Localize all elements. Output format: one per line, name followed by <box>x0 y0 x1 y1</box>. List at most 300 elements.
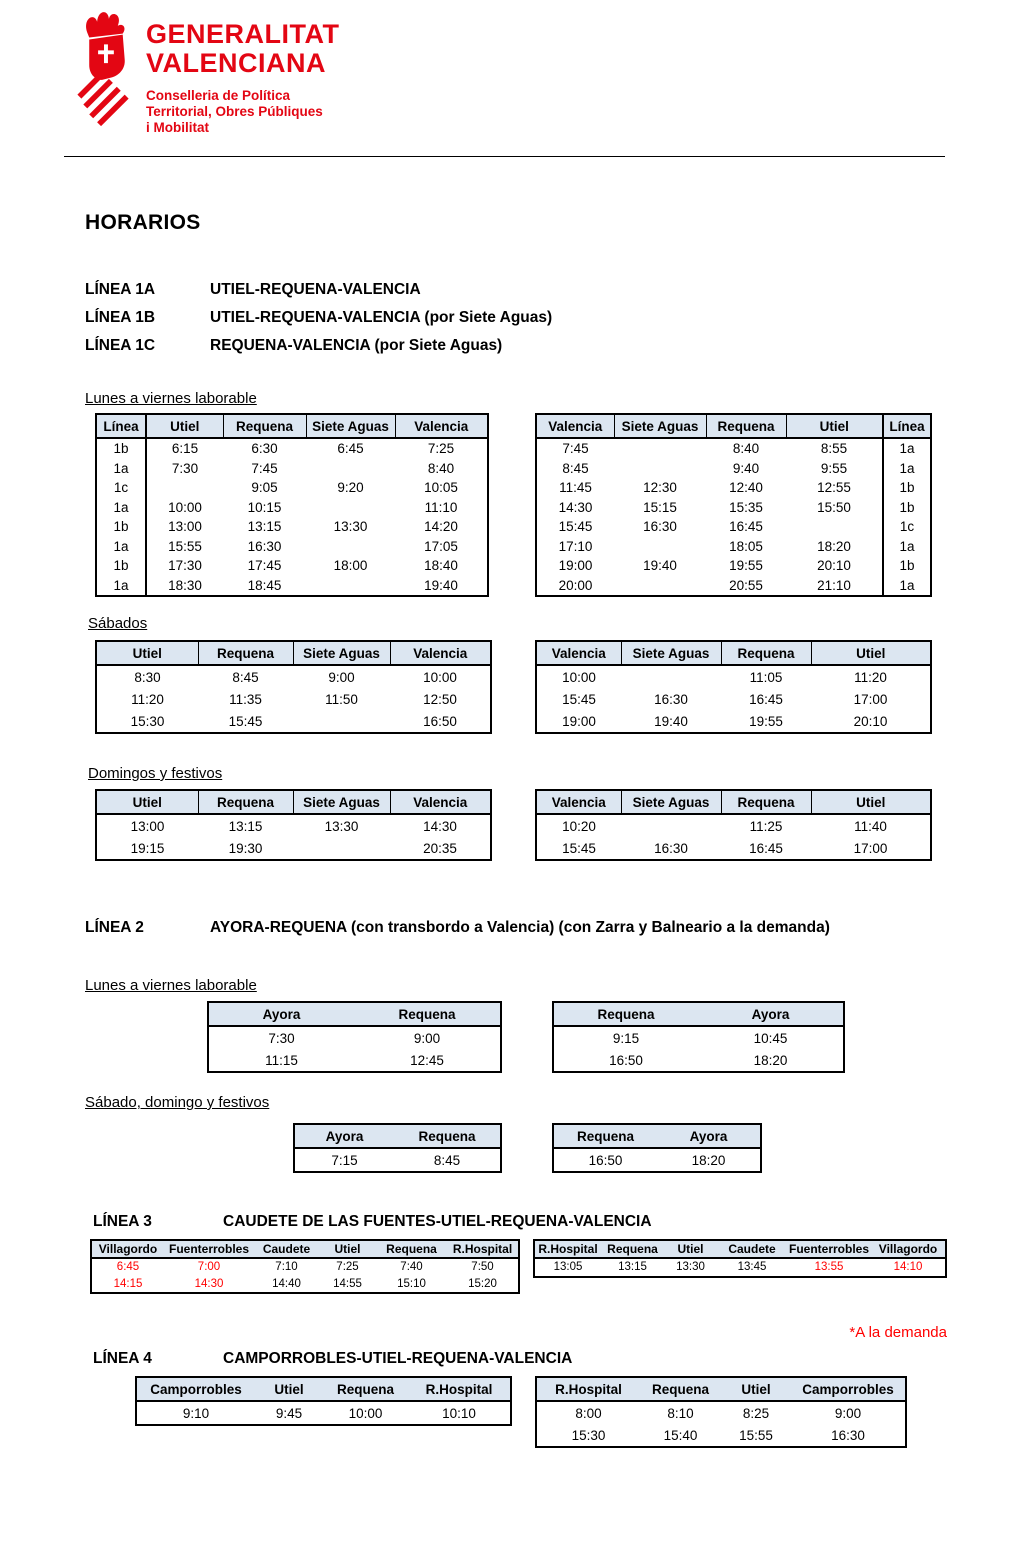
time-cell: 11:40 <box>854 818 887 834</box>
column-header: Villagordo <box>871 1240 946 1258</box>
time-cell: 18:05 <box>729 538 763 554</box>
linea2-weekday-outbound-table <box>207 1001 502 1073</box>
column-header: Caudete <box>717 1240 787 1258</box>
column-header: Requena <box>640 1377 721 1401</box>
linea3-return-table <box>533 1239 947 1278</box>
time-cell: 8:30 <box>134 669 161 685</box>
linea2-weekend-return-table <box>552 1123 762 1173</box>
time-cell: 1a <box>883 576 931 597</box>
time-cell: 12:55 <box>786 478 883 498</box>
linea2-weekend-heading: Sábado, domingo y festivos <box>85 1094 270 1111</box>
time-cell: 13:45 <box>737 1261 767 1274</box>
time-cell <box>146 478 223 498</box>
time-cell: 10:10 <box>442 1405 476 1421</box>
column-header: Requena <box>553 1124 657 1148</box>
schedule-row <box>96 537 488 557</box>
time-cell: 11:10 <box>424 499 458 515</box>
time-cell: 9:00 <box>328 669 355 685</box>
column-header: Valencia <box>390 790 491 814</box>
schedule-row <box>96 814 491 837</box>
linea2-label: LÍNEA 2 <box>85 919 144 936</box>
time-cell: 20:55 <box>729 577 763 593</box>
time-cell: 18:45 <box>247 577 282 593</box>
schedule-row <box>96 837 491 860</box>
linea1c-label: LÍNEA 1C <box>85 337 156 354</box>
schedule-row <box>96 576 488 597</box>
linea1-weekday-outbound-table-grid <box>95 413 489 597</box>
column-header: Valencia <box>536 414 614 438</box>
column-header: Requena <box>721 790 811 814</box>
linea4-heading <box>93 1350 572 1368</box>
time-cell: 19:40 <box>424 577 458 593</box>
schedule-row <box>96 478 488 498</box>
time-cell: 15:20 <box>468 1277 497 1290</box>
linea1-sunday-return-table <box>535 789 932 861</box>
time-cell: 7:50 <box>471 1261 494 1274</box>
column-header: Valencia <box>395 414 488 438</box>
time-cell: 16:30 <box>654 691 688 707</box>
time-cell <box>293 710 390 733</box>
schedule-row <box>536 459 931 479</box>
time-cell: 7:30 <box>268 1030 295 1046</box>
time-cell: 13:30 <box>676 1261 705 1274</box>
column-header: Ayora <box>657 1124 761 1148</box>
time-cell: 20:35 <box>423 840 457 856</box>
linea1-sunday-return-table-grid <box>535 789 932 861</box>
column-header: Valencia <box>536 641 621 665</box>
time-cell: 8:45 <box>232 669 259 685</box>
time-cell: 16:30 <box>831 1427 865 1443</box>
column-header: Utiel <box>786 414 883 438</box>
linea1-weekday-outbound-table <box>95 413 489 597</box>
time-cell: 8:55 <box>786 438 883 459</box>
dept-line1: Conselleria de Política <box>146 88 291 103</box>
linea3-outbound-table-grid <box>90 1239 520 1294</box>
time-cell: 19:00 <box>558 558 593 574</box>
time-cell: 20:00 <box>558 577 593 593</box>
schedule-row <box>91 1276 519 1294</box>
gva-logo <box>74 8 340 136</box>
schedule-row <box>536 837 931 860</box>
linea3-heading <box>93 1213 652 1231</box>
time-cell: 9:55 <box>786 459 883 479</box>
column-header: Utiel <box>96 641 198 665</box>
time-cell: 18:30 <box>168 577 202 593</box>
column-header: Siete Aguas <box>621 641 721 665</box>
dept-line3: i Mobilitat <box>146 120 209 135</box>
column-header: Valencia <box>536 790 621 814</box>
time-cell: 7:25 <box>427 441 455 457</box>
time-cell: 8:10 <box>667 1405 694 1421</box>
time-cell: 18:00 <box>333 558 368 574</box>
column-header: Siete Aguas <box>614 414 706 438</box>
time-cell: 1a <box>899 441 915 457</box>
column-header: Utiel <box>255 1377 323 1401</box>
time-cell: 14:20 <box>424 519 458 535</box>
time-cell: 12:30 <box>643 480 677 496</box>
time-cell: 14:15 <box>113 1277 143 1290</box>
linea1a-route: UTIEL-REQUENA-VALENCIA <box>210 281 421 298</box>
time-cell: 6:30 <box>251 441 278 457</box>
time-cell: 8:00 <box>575 1405 602 1421</box>
linea1-saturday-return-table-grid <box>535 640 932 734</box>
schedule-row <box>536 478 931 498</box>
time-cell: 1b <box>883 498 931 518</box>
time-cell: 13:15 <box>618 1261 647 1274</box>
column-header: Requena <box>553 1002 698 1026</box>
time-cell: 15:45 <box>562 840 596 856</box>
time-cell: 1b <box>96 438 146 459</box>
linea2-weekend-outbound-table <box>293 1123 502 1173</box>
linea1-route-list <box>85 280 552 356</box>
time-cell: 13:30 <box>333 519 368 535</box>
time-cell: 8:45 <box>562 460 589 476</box>
linea2-heading <box>85 919 830 937</box>
time-cell: 15:15 <box>643 499 677 515</box>
column-header: Requena <box>376 1240 447 1258</box>
schedule-row <box>96 438 488 459</box>
time-cell: 6:45 <box>116 1261 140 1274</box>
column-header: Camporrobles <box>791 1377 906 1401</box>
time-cell: 18:20 <box>753 1052 788 1068</box>
linea1-saturday-heading: Sábados <box>88 615 148 632</box>
column-header: Requena <box>223 414 306 438</box>
column-header: Requena <box>323 1377 408 1401</box>
column-header: R.Hospital <box>447 1240 519 1258</box>
linea3-route: CAUDETE DE LAS FUENTES-UTIEL-REQUENA-VALENCIA <box>223 1213 652 1230</box>
time-cell: 14:30 <box>423 818 457 834</box>
column-header: Ayora <box>294 1124 394 1148</box>
time-cell: 6:45 <box>337 441 364 457</box>
time-cell: 12:50 <box>423 691 457 707</box>
linea1a-label: LÍNEA 1A <box>85 281 156 298</box>
time-cell <box>306 537 395 557</box>
time-cell: 9:00 <box>834 1405 862 1421</box>
schedule-row <box>553 1026 844 1049</box>
time-cell: 9:20 <box>337 480 364 496</box>
time-cell: 15:10 <box>397 1277 426 1290</box>
time-cell: 19:40 <box>643 558 677 574</box>
time-cell: 14:30 <box>558 499 593 515</box>
gva-coat-of-arms-icon <box>74 8 134 136</box>
time-cell: 18:20 <box>786 537 883 557</box>
time-cell: 17:00 <box>853 840 888 856</box>
schedule-row <box>96 517 488 537</box>
schedule-row <box>536 814 931 837</box>
linea1c-route: REQUENA-VALENCIA (por Siete Aguas) <box>210 337 503 354</box>
time-cell: 7:45 <box>251 460 278 476</box>
column-header: Utiel <box>319 1240 376 1258</box>
time-cell: 16:45 <box>749 691 783 707</box>
time-cell <box>306 498 395 518</box>
time-cell: 14:30 <box>194 1277 224 1290</box>
time-cell: 13:55 <box>814 1261 844 1274</box>
time-cell: 19:30 <box>228 840 263 856</box>
linea2-weekday-return-table <box>552 1001 845 1073</box>
time-cell: 7:15 <box>331 1152 358 1168</box>
linea1-sunday-outbound-table-grid <box>95 789 492 861</box>
linea3-return-table-grid <box>533 1239 947 1278</box>
schedule-row <box>96 665 491 688</box>
time-cell: 15:30 <box>130 713 165 729</box>
column-header: Valencia <box>390 641 491 665</box>
linea1-weekday-return-table-grid <box>535 413 932 597</box>
column-header: R.Hospital <box>534 1240 601 1258</box>
time-cell: 10:20 <box>562 818 596 834</box>
time-cell: 10:05 <box>424 480 458 496</box>
column-header: Requena <box>198 790 293 814</box>
schedule-row <box>536 1424 906 1447</box>
time-cell: 11:20 <box>854 669 887 685</box>
column-header: Requena <box>721 641 811 665</box>
time-cell: 11:35 <box>229 691 262 707</box>
time-cell: 15:45 <box>558 519 593 535</box>
time-cell: 19:55 <box>749 713 783 729</box>
column-header: Ayora <box>698 1002 844 1026</box>
linea3-outbound-table <box>90 1239 520 1294</box>
column-header: Siete Aguas <box>293 641 390 665</box>
time-cell <box>621 665 721 688</box>
column-header: Utiel <box>96 790 198 814</box>
time-cell: 11:25 <box>749 818 783 834</box>
linea1-saturday-return-table <box>535 640 932 734</box>
schedule-row <box>536 688 931 710</box>
time-cell: 15:55 <box>739 1427 773 1443</box>
time-cell: 19:15 <box>130 840 165 856</box>
column-header: Línea <box>883 414 931 438</box>
linea2-weekday-outbound-table-grid <box>207 1001 502 1073</box>
time-cell: 10:15 <box>247 499 282 515</box>
time-cell: 1a <box>899 538 915 554</box>
time-cell: 7:40 <box>400 1261 423 1274</box>
time-cell: 9:05 <box>251 480 278 496</box>
schedule-row <box>96 710 491 733</box>
time-cell: 19:00 <box>562 713 596 729</box>
time-cell: 17:05 <box>424 538 458 554</box>
schedule-row <box>136 1401 511 1425</box>
schedule-row <box>96 459 488 479</box>
time-cell: 10:45 <box>753 1030 788 1046</box>
column-header: Villagordo <box>91 1240 164 1258</box>
time-cell: 15:30 <box>571 1427 606 1443</box>
time-cell <box>614 576 706 597</box>
schedule-row <box>96 556 488 576</box>
time-cell: 16:30 <box>654 840 688 856</box>
schedule-row <box>553 1049 844 1072</box>
time-cell: 1b <box>96 556 146 576</box>
time-cell <box>614 537 706 557</box>
time-cell: 14:10 <box>893 1261 923 1274</box>
linea3-label: LÍNEA 3 <box>93 1213 152 1230</box>
time-cell: 13:15 <box>228 818 263 834</box>
time-cell: 7:25 <box>336 1261 359 1274</box>
schedule-row <box>536 1401 906 1424</box>
schedule-row <box>208 1049 501 1072</box>
time-cell: 10:00 <box>423 669 457 685</box>
time-cell: 8:40 <box>427 460 455 476</box>
time-cell: 11:15 <box>265 1052 298 1068</box>
column-header: Requena <box>706 414 786 438</box>
time-cell: 16:50 <box>609 1052 643 1068</box>
linea4-route: CAMPORROBLES-UTIEL-REQUENA-VALENCIA <box>223 1350 573 1367</box>
time-cell: 16:50 <box>423 713 457 729</box>
schedule-row <box>536 665 931 688</box>
time-cell <box>621 814 721 837</box>
time-cell: 19:55 <box>729 558 763 574</box>
time-cell: 20:10 <box>786 556 883 576</box>
column-header: Utiel <box>146 414 223 438</box>
time-cell: 7:00 <box>197 1261 221 1274</box>
column-header: Requena <box>601 1240 664 1258</box>
linea1-saturday-outbound-table-grid <box>95 640 492 734</box>
time-cell: 8:45 <box>433 1152 461 1168</box>
time-cell: 10:00 <box>168 499 202 515</box>
linea4-outbound-table <box>135 1376 512 1426</box>
time-cell: 11:05 <box>749 669 783 685</box>
time-cell: 9:10 <box>182 1405 210 1421</box>
linea1b-route: UTIEL-REQUENA-VALENCIA (por Siete Aguas) <box>210 309 553 326</box>
time-cell: 15:50 <box>786 498 883 518</box>
time-cell: 10:00 <box>348 1405 383 1421</box>
time-cell: 16:30 <box>643 519 677 535</box>
time-cell: 14:40 <box>272 1277 301 1290</box>
time-cell: 13:30 <box>324 818 359 834</box>
time-cell: 17:00 <box>853 691 888 707</box>
time-cell: 9:00 <box>413 1030 441 1046</box>
time-cell: 1a <box>899 460 915 476</box>
time-cell: 16:30 <box>247 538 282 554</box>
time-cell: 15:40 <box>663 1427 698 1443</box>
linea4-label: LÍNEA 4 <box>93 1350 152 1367</box>
linea1-weekday-return-table <box>535 413 932 597</box>
schedule-row <box>91 1258 519 1276</box>
time-cell: 15:45 <box>228 713 263 729</box>
time-cell: 13:05 <box>553 1261 583 1274</box>
time-cell: 1a <box>96 576 146 597</box>
time-cell: 6:15 <box>171 441 199 457</box>
time-cell: 17:10 <box>558 538 593 554</box>
on-demand-note: *A la demanda <box>849 1324 947 1341</box>
time-cell: 1b <box>899 558 915 574</box>
time-cell: 12:40 <box>729 480 763 496</box>
column-header: Siete Aguas <box>306 414 395 438</box>
time-cell: 12:45 <box>410 1052 444 1068</box>
schedule-row <box>536 498 931 518</box>
time-cell: 16:45 <box>749 840 783 856</box>
logo-text <box>146 20 340 136</box>
column-header: Utiel <box>721 1377 791 1401</box>
column-header: R.Hospital <box>408 1377 511 1401</box>
header-divider <box>64 156 945 157</box>
schedule-row <box>536 438 931 459</box>
linea1-saturday-outbound-table <box>95 640 492 734</box>
time-cell: 1a <box>96 498 146 518</box>
time-cell: 7:30 <box>171 460 199 476</box>
time-cell: 1a <box>96 537 146 557</box>
column-header: Siete Aguas <box>293 790 390 814</box>
column-header: Requena <box>394 1124 501 1148</box>
time-cell: 9:45 <box>275 1405 303 1421</box>
department-name <box>146 88 340 136</box>
schedule-row <box>96 498 488 518</box>
time-cell: 1c <box>96 478 146 498</box>
dept-line2: Territorial, Obres Públiques <box>146 104 323 119</box>
linea2-route: AYORA-REQUENA (con transbordo a Valencia) (con Zarra y Balneario a la demanda) <box>210 919 830 936</box>
time-cell: 7:10 <box>275 1261 298 1274</box>
org-name-line1: GENERALITAT <box>146 19 340 49</box>
time-cell: 1c <box>883 517 931 537</box>
column-header: Caudete <box>254 1240 319 1258</box>
column-header: R.Hospital <box>536 1377 640 1401</box>
time-cell: 21:10 <box>786 576 883 597</box>
time-cell: 11:20 <box>131 691 164 707</box>
page-title: HORARIOS <box>85 211 201 234</box>
time-cell: 8:25 <box>742 1405 770 1421</box>
time-cell: 9:40 <box>732 460 760 476</box>
time-cell: 18:20 <box>691 1152 726 1168</box>
time-cell: 20:10 <box>853 713 888 729</box>
linea2-weekday-heading: Lunes a viernes laborable <box>85 977 257 994</box>
column-header: Requena <box>198 641 293 665</box>
column-header: Siete Aguas <box>621 790 721 814</box>
linea2-weekend-outbound-table-grid <box>293 1123 502 1173</box>
schedule-row <box>536 576 931 597</box>
linea1-sunday-heading: Domingos y festivos <box>88 765 223 782</box>
linea1b-label: LÍNEA 1B <box>85 309 156 326</box>
time-cell: 17:45 <box>247 558 282 574</box>
time-cell: 18:40 <box>424 558 458 574</box>
linea4-outbound-table-grid <box>135 1376 512 1426</box>
time-cell: 16:45 <box>729 519 763 535</box>
time-cell: 16:50 <box>588 1152 623 1168</box>
linea4-return-table-grid <box>535 1376 907 1448</box>
time-cell: 17:30 <box>168 558 202 574</box>
time-cell <box>786 517 883 537</box>
time-cell: 13:00 <box>168 519 202 535</box>
time-cell: 14:55 <box>333 1277 362 1290</box>
time-cell <box>293 837 390 860</box>
time-cell <box>614 459 706 479</box>
time-cell: 11:50 <box>325 691 358 707</box>
time-cell: 13:00 <box>130 818 165 834</box>
column-header: Utiel <box>664 1240 717 1258</box>
column-header: Línea <box>96 414 146 438</box>
linea1-sunday-outbound-table <box>95 789 492 861</box>
time-cell: 9:15 <box>612 1030 640 1046</box>
column-header: Fuenterrobles <box>789 1242 870 1256</box>
time-cell: 15:45 <box>562 691 596 707</box>
column-header: Camporrobles <box>136 1377 255 1401</box>
linea1-weekday-heading: Lunes a viernes laborable <box>85 390 257 407</box>
time-cell <box>614 438 706 459</box>
time-cell: 19:40 <box>654 713 688 729</box>
column-header: Utiel <box>811 641 931 665</box>
time-cell <box>306 576 395 597</box>
schedule-row <box>96 688 491 710</box>
time-cell <box>306 459 395 479</box>
schedule-row <box>534 1258 946 1277</box>
column-header: Ayora <box>208 1002 354 1026</box>
org-name-line2: VALENCIANA <box>146 48 326 78</box>
time-cell: 8:40 <box>732 441 760 457</box>
time-cell: 7:45 <box>562 441 589 457</box>
linea4-return-table <box>535 1376 907 1448</box>
time-cell: 13:15 <box>247 519 282 535</box>
linea2-weekend-return-table-grid <box>552 1123 762 1173</box>
linea2-weekday-return-table-grid <box>552 1001 845 1073</box>
time-cell: 11:45 <box>559 480 592 496</box>
column-header: Requena <box>354 1002 501 1026</box>
